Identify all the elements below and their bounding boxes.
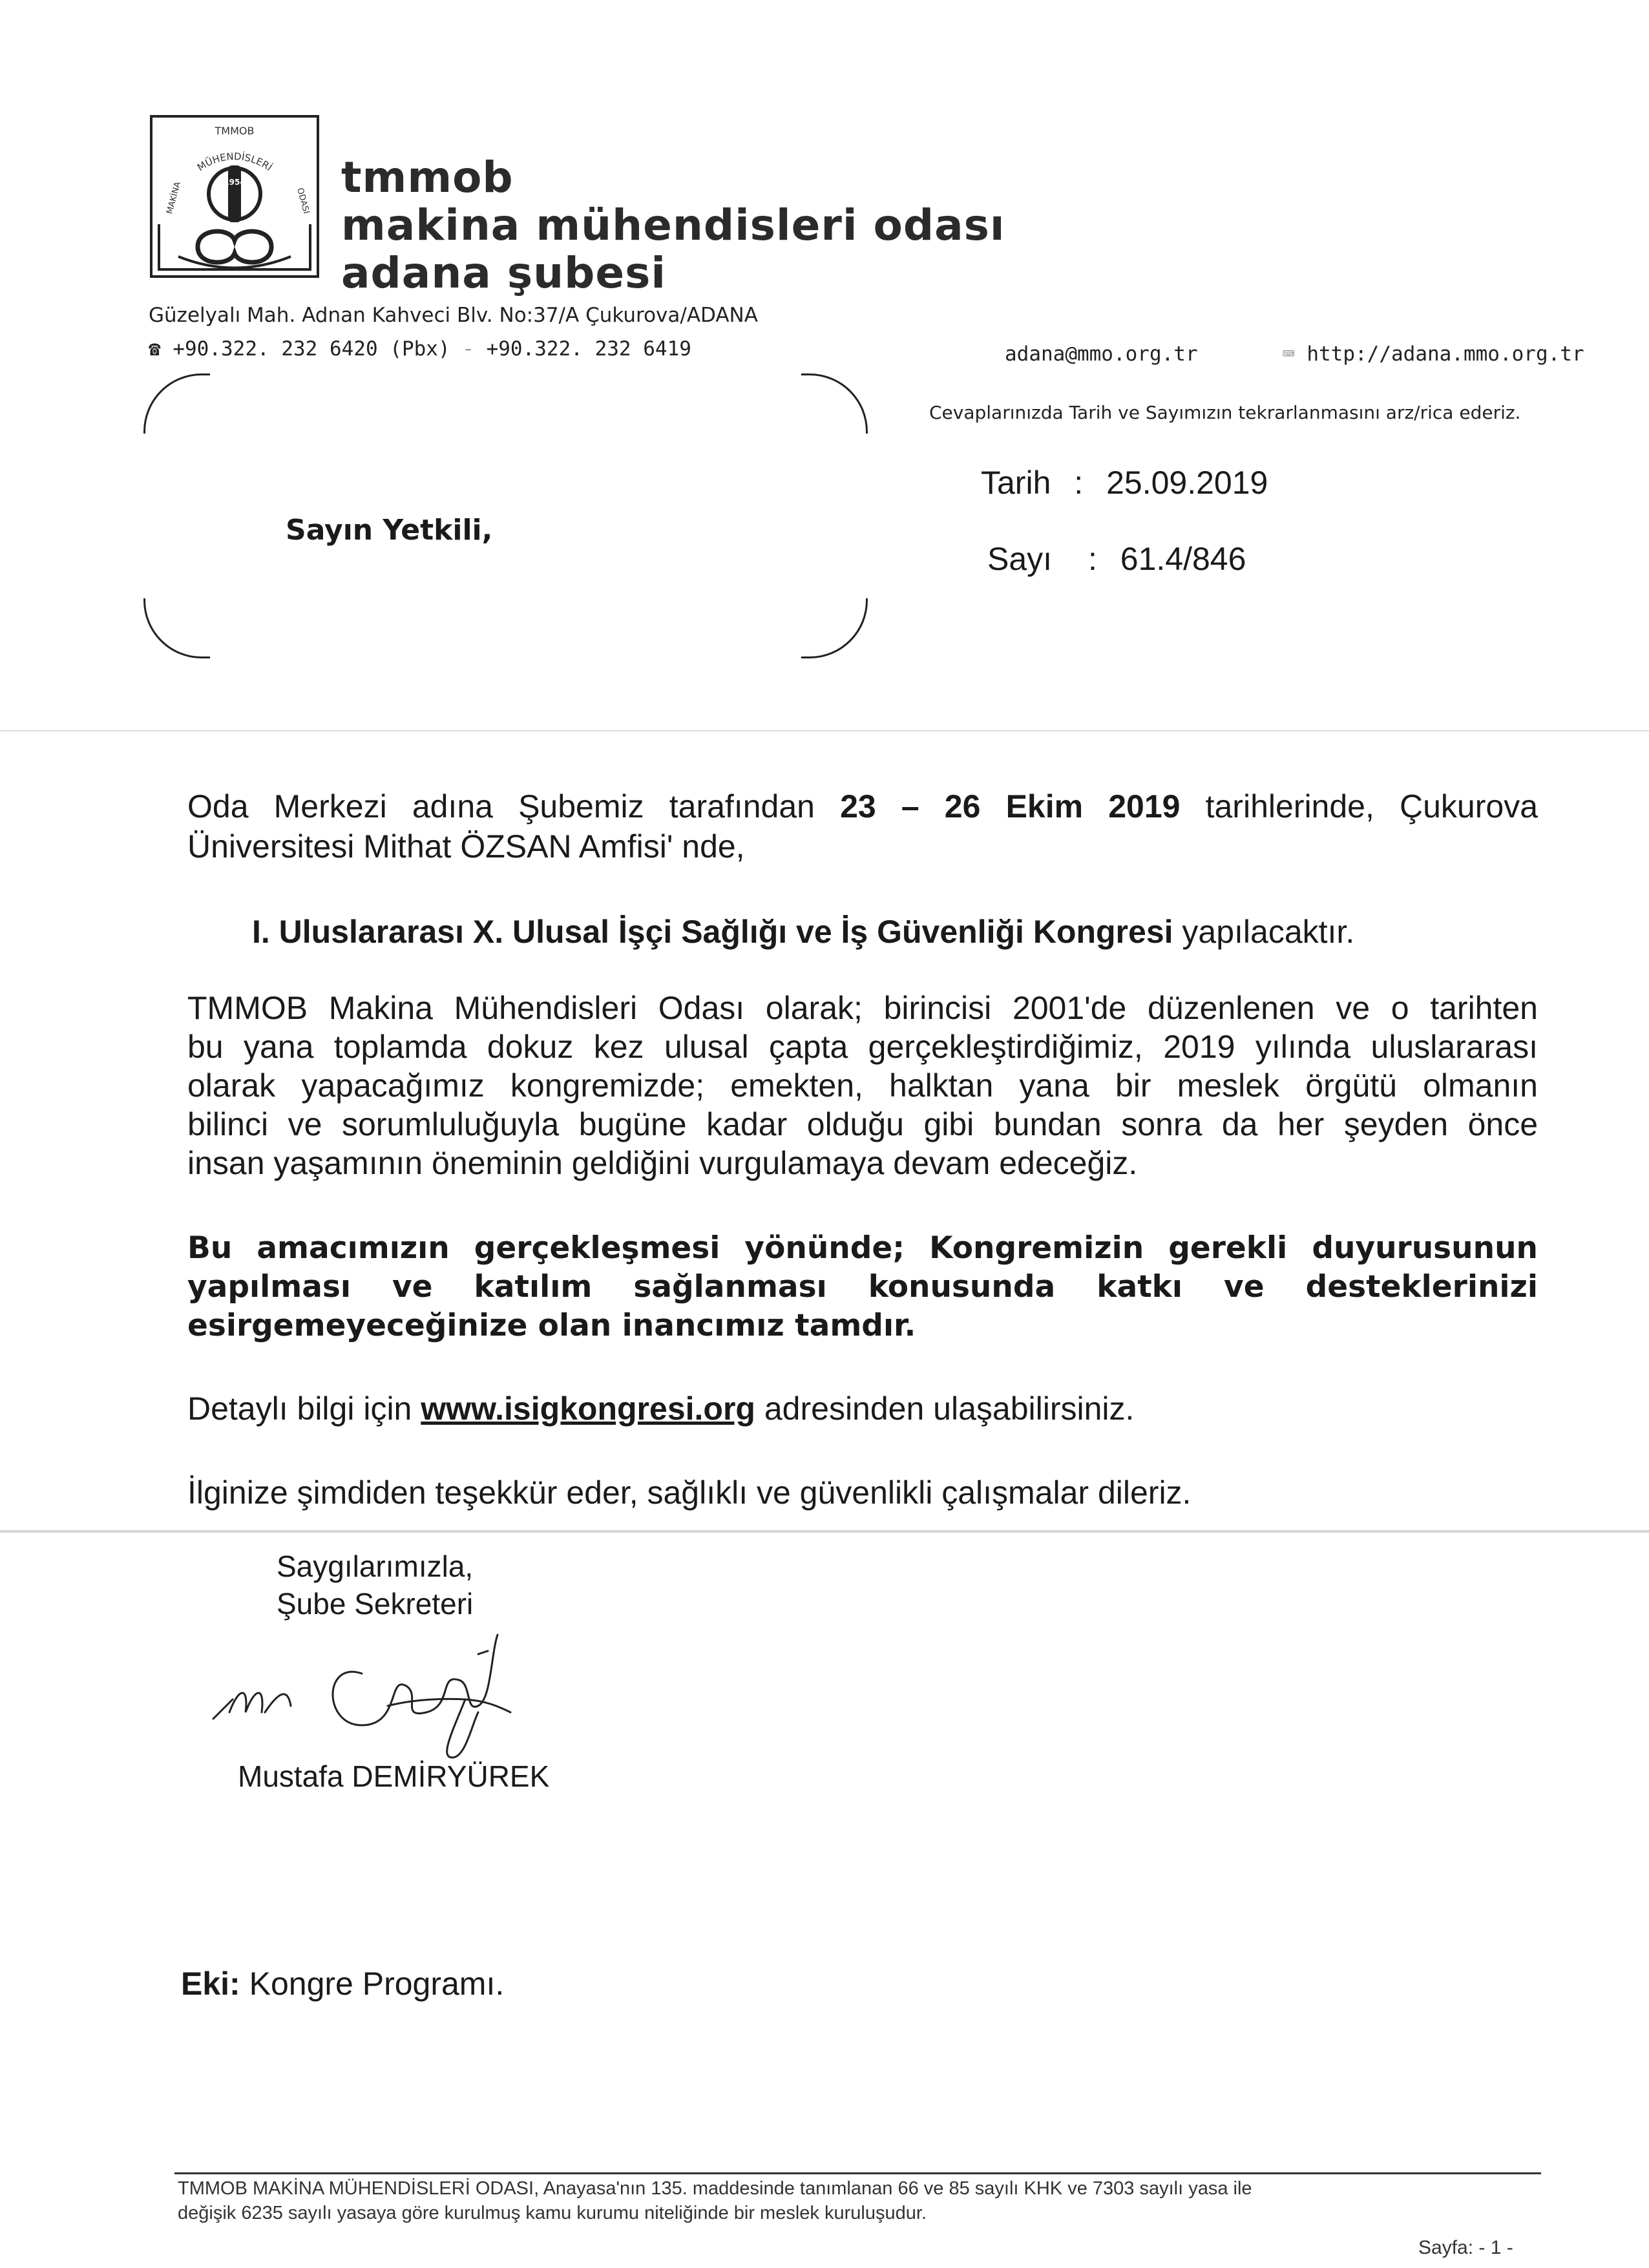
website-line xyxy=(1283,342,1584,366)
number-label: Sayı xyxy=(987,541,1053,577)
paragraph-2: TMMOB Makina Mühendisleri Odası olarak; birincisi 2001'de düzenlenen ve o tarihten bu yana toplamda dokuz kez ulusal çapta gerçekleştirdiğimiz, 2019 yılında uluslararası olarak yapacağımız kongremizde; emekten, halktan yana bir meslek örgütü olmanın bilinci ve sorumluluğuyla bugüne kadar olduğu gibi bundan sonra da her şeyden önce insan yaşamının öneminin geldiğini vurgulamaya devam edeceğiz. xyxy=(187,990,1538,1181)
congress-title: I. Uluslararası X. Ulusal İşçi Sağlığı ve İş Güvenliği Kongresi xyxy=(252,914,1173,950)
web-icon: ⌨ xyxy=(1283,342,1295,366)
window-corner-bl xyxy=(143,598,210,658)
svg-text:ODASI: ODASI xyxy=(295,187,311,215)
footer-legal: TMMOB MAKİNA MÜHENDİSLERİ ODASI, Anayasa'nın 135. maddesinde tanımlanan 66 ve 85 sayılı KHK ve 7303 sayılı yasa ile değişik 6235 sayılı yasaya göre kurulmuş kamu kurumu niteliğinde bir meslek kuruluşudur. xyxy=(178,2178,1252,2223)
paragraph-3: Bu amacımızın gerçekleşmesi yönünde; Kongremizin gerekli duyurusunun yapılması ve katılım sağlanması konusunda katkı ve desteklerinizi esirgemeyeceğinize olan inancımız tamdır. xyxy=(187,1230,1538,1343)
reply-notice: Cevaplarınızda Tarih ve Sayımızın tekrarlanmasını arz/rica ederiz. xyxy=(929,402,1521,423)
congress-website-link[interactable]: www.isigkongresi.org xyxy=(421,1391,755,1427)
svg-text:MAKİNA: MAKİNA xyxy=(165,180,184,216)
recipient: Sayın Yetkili, xyxy=(286,514,493,547)
org-name-line2: makina mühendisleri odası xyxy=(341,200,1005,250)
date-label: Tarih xyxy=(981,465,1051,501)
window-corner-br xyxy=(801,598,868,658)
website[interactable]: http://adana.mmo.org.tr xyxy=(1307,342,1584,366)
number-row: Sayı : 61.4/846 xyxy=(987,541,1246,577)
page-number: Sayfa: - 1 - xyxy=(1418,2237,1513,2258)
attachment-label: Eki: xyxy=(181,1966,240,2002)
phone-icon: ☎ xyxy=(149,337,161,361)
attachment-line xyxy=(181,1964,1531,2003)
congress-line: I. Uluslararası X. Ulusal İşçi Sağlığı ve İş Güvenliği Kongresi yapılacaktır. xyxy=(252,914,1355,950)
phone-line xyxy=(149,337,691,361)
window-corner-tl xyxy=(143,373,210,434)
svg-text:TMMOB: TMMOB xyxy=(215,125,255,137)
chamber-emblem-icon xyxy=(152,118,317,275)
window-corner-tr xyxy=(801,373,868,434)
signature xyxy=(194,1615,594,1764)
scan-artifact xyxy=(0,1530,1649,1533)
paragraph-1-line2: Üniversitesi Mithat ÖZSAN Amfisi' nde, xyxy=(187,828,745,865)
footer-rule xyxy=(174,2172,1541,2174)
email[interactable]: adana@mmo.org.tr xyxy=(1005,342,1198,366)
chamber-logo xyxy=(150,115,319,278)
separator: - xyxy=(462,337,487,361)
address: Güzelyalı Mah. Adnan Kahveci Blv. No:37/A Çukurova/ADANA xyxy=(149,304,758,327)
closing-title: Şube Sekreteri xyxy=(277,1587,474,1621)
svg-text:1954: 1954 xyxy=(224,178,246,187)
signatory-name: Mustafa DEMİRYÜREK xyxy=(238,1759,550,1793)
org-name-line1: tmmob xyxy=(341,152,514,202)
event-dates: 23 – 26 Ekim 2019 xyxy=(840,788,1181,824)
closing-greeting: Saygılarımızla, xyxy=(277,1549,474,1583)
date-row: Tarih : 25.09.2019 xyxy=(981,465,1268,501)
paragraph-5: İlginize şimdiden teşekkür eder, sağlıklı ve güvenlikli çalışmalar dileriz. xyxy=(187,1475,1192,1511)
attachment-value: Kongre Programı. xyxy=(249,1966,505,2002)
org-name-line3: adana şubesi xyxy=(341,248,667,298)
scan-artifact xyxy=(0,730,1649,731)
number-value: 61.4/846 xyxy=(1120,541,1246,577)
paragraph-4: Detaylı bilgi için www.isigkongresi.org adresinden ulaşabilirsiniz. xyxy=(187,1391,1135,1427)
date-value: 25.09.2019 xyxy=(1106,465,1268,501)
phone-number: +90.322. 232 6420 (Pbx) xyxy=(173,337,450,361)
svg-text:MÜHENDİSLERİ: MÜHENDİSLERİ xyxy=(195,151,275,174)
fax-number: +90.322. 232 6419 xyxy=(486,337,691,361)
paragraph-1-line1: Oda Merkezi adına Şubemiz tarafından 23 – 26 Ekim 2019 tarihlerinde, Çukurova xyxy=(187,788,1538,824)
